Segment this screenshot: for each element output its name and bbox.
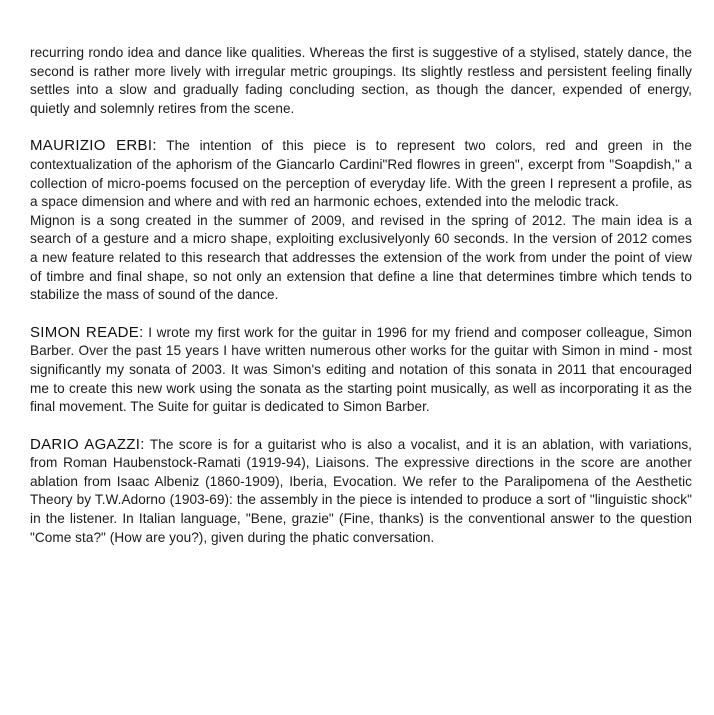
section-gap <box>30 305 692 324</box>
agazzi-text: The score is for a guitarist who is also a vocalist, and it is an ablation, with variations, from Roman Haubenstock-Ramati (1919-94), Liaisons. The expressive directions in the score are another ablation from Isaac Albeniz (1860-1909), Iberia, Evocation. We refer to the Paralipomena of the Aesthetic Theory by T.W.Adorno (1903-69): the assembly in the piece is intended to produce a sort of "linguistic shock" in the listener. In Italian language, "Bene, grazie" (Fine, thanks) is the conventional answer to the question "Come sta?" (How are you?), given during the phatic conversation. <box>30 436 692 545</box>
composer-name-reade: SIMON READE: <box>30 323 144 341</box>
agazzi-section <box>30 436 692 548</box>
erbi-text: The intention of this piece is to represent two colors, red and green in the contextualization of the aphorism of the Giancarlo Cardini"Red flowres in green", excerpt from "Soapdish," a collection of micro-poems focused on the perception of everyday life. With the green I represent a profile, as a space dimension and where and with red an harmonic echoes, extended into the melodic track. <box>30 138 692 210</box>
section-gap <box>30 417 692 436</box>
section-gap <box>30 118 692 137</box>
reade-text: I wrote my first work for the guitar in 1996 for my friend and composer colleague, Simon Barber. Over the past 15 years I have written numerous other works for the guitar with Simon in mind - most significantly my sonata of 2003. It was Simon's editing and notation of this sonata in 2011 that encouraged me to create this new work using the sonata as the starting point musically, as well as incorporating it as the final movement. The Suite for guitar is dedicated to Simon Barber. <box>30 324 692 415</box>
erbi-section <box>30 137 692 211</box>
composer-name-agazzi: DARIO AGAZZI: <box>30 435 145 453</box>
liner-notes-page <box>30 44 692 547</box>
composer-name-erbi: MAURIZIO ERBI: <box>30 137 157 155</box>
intro-paragraph: recurring rondo idea and dance like qualities. Whereas the first is suggestive of a stylised, stately dance, the second is rather more lively with irregular metric groupings. Its slightly restless and persistent feeling finally settles into a slow and gradually fading concluding section, as though the dancer, expended of energy, quietly and solemnly retires from the scene. <box>30 45 692 116</box>
reade-section <box>30 324 692 417</box>
erbi-extra-paragraph: Mignon is a song created in the summer of 2009, and revised in the spring of 2012. The main idea is a search of a gesture and a micro shape, exploiting exclusivelyonly 60 seconds. In the version of 2012 comes a new feature related to this research that addresses the extension of the work from under the point of view of timbre and final shape, so not only an extension that define a line that determines timbre which tends to stabilize the mass of sound of the dance. <box>30 212 692 303</box>
